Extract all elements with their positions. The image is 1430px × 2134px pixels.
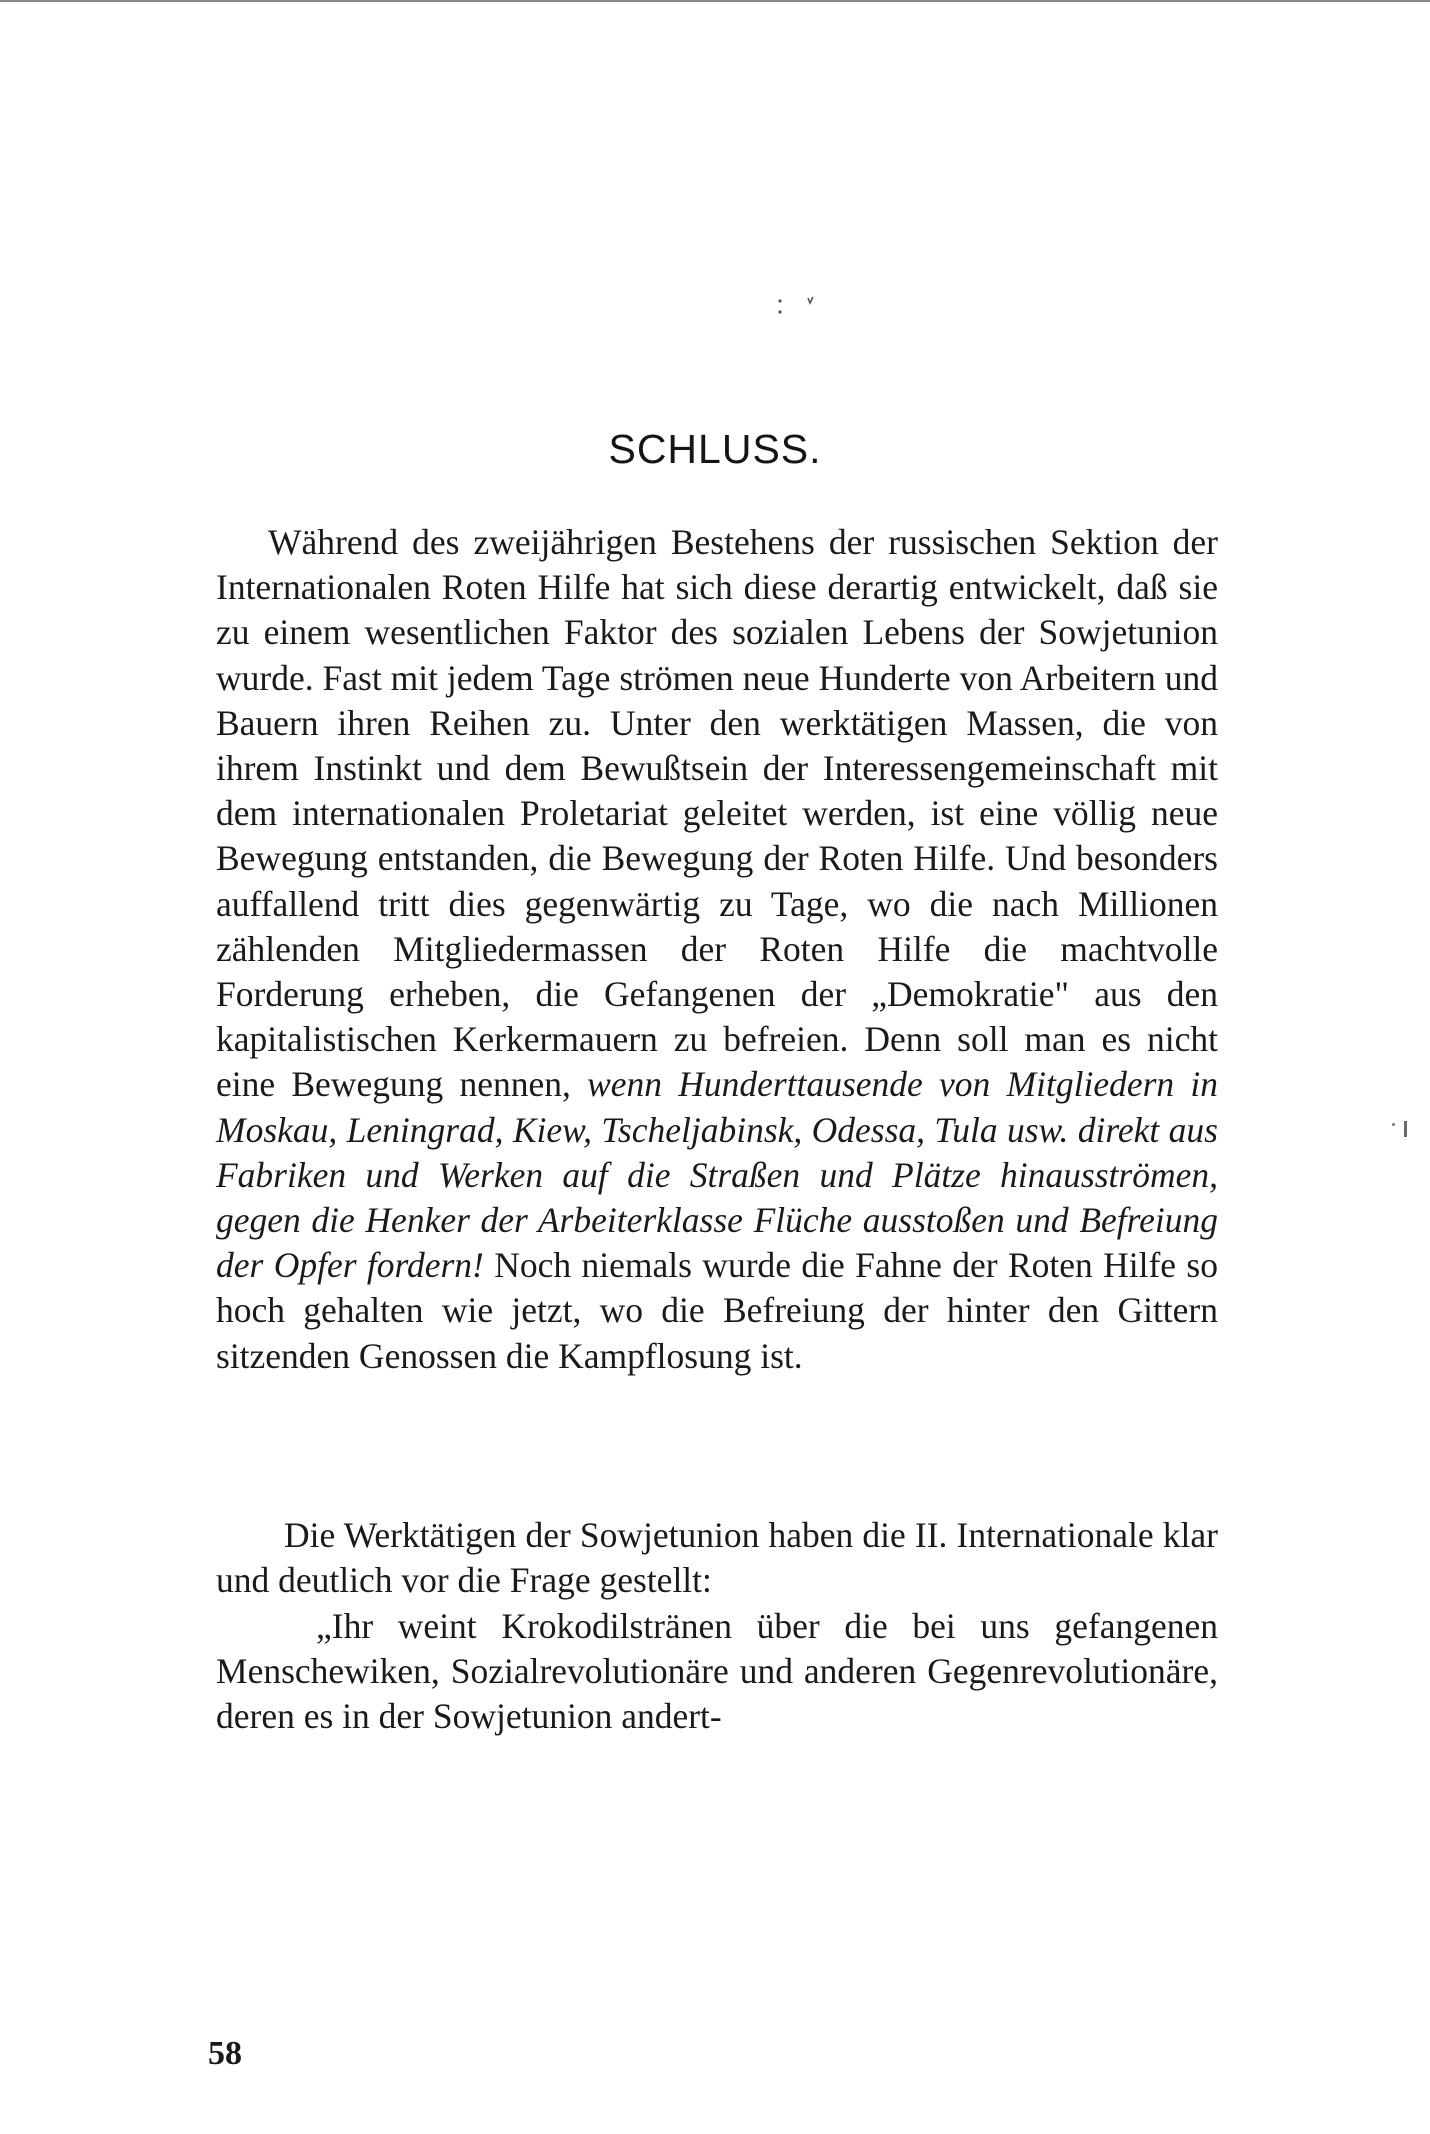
- paragraph-1-text-a: Während des zweijährigen Bestehens der russischen Sektion der Internationalen Roten Hilfe hat sich diese derartig entwickelt, daß sie zu einem wesentlichen Faktor des sozialen Lebens der Sowjetunion wurde. Fast mit jedem Tage strömen neue Hunderte von Arbeitern und Bauern ihren Reihen zu. Unter den werktätigen Massen, die von ihrem Instinkt und dem Bewußtsein der Interessengemeinschaft mit dem internationalen Proletariat geleitet werden, ist eine völlig neue Bewegung entstanden, die Bewegung der Roten Hilfe. Und besonders auffallend tritt dies gegenwärtig zu Tage, wo die nach Millionen zählenden Mitgliedermassen der Roten Hilfe die machtvolle Forderung erheben, die Gefangenen der „Demokratie" aus den kapitalistischen Kerkermauern zu befreien. Denn soll man es nicht eine Bewegung nennen,: [216, 522, 1218, 1105]
- body-paragraph-3-quote: „Ihr weint Krokodilstränen über die bei uns gefangenen Menschewiken, Sozialrevolutionäre und anderen Gegenrevolutionäre, deren es in der Sowjetunion andert-: [216, 1606, 1218, 1737]
- body-paragraph-1: [216, 520, 1218, 1379]
- margin-speck: [1392, 1123, 1395, 1126]
- page-top-border: [0, 0, 1430, 2]
- page-heading: SCHLUSS.: [608, 426, 822, 472]
- body-paragraph-2: Die Werktätigen der Sowjetunion haben die II. Internationale klar und deutlich vor die Frage gestellt:: [216, 1515, 1218, 1601]
- page-number: 58: [208, 2035, 242, 2072]
- print-specks: [772, 292, 842, 322]
- paragraph-1-italic-text: wenn Hunderttausende von Mitgliedern in Moskau, Leningrad, Kiew, Tscheljabinsk, Odessa, Tula usw. direkt aus Fabriken und Werken auf die Straßen und Plätze hinausströmen, gegen die Henker der Arbeiterklasse Flüche ausstoßen und Befreiung der Opfer fordern!: [216, 1064, 1219, 1286]
- margin-mark: [1404, 1121, 1407, 1137]
- paragraph-1-text-b: Noch niemals wurde die Fahne der Roten Hilfe so hoch gehalten wie jetzt, wo die Befreiung der hinter den Gittern sitzenden Genossen die Kampflosung ist.: [216, 1245, 1218, 1376]
